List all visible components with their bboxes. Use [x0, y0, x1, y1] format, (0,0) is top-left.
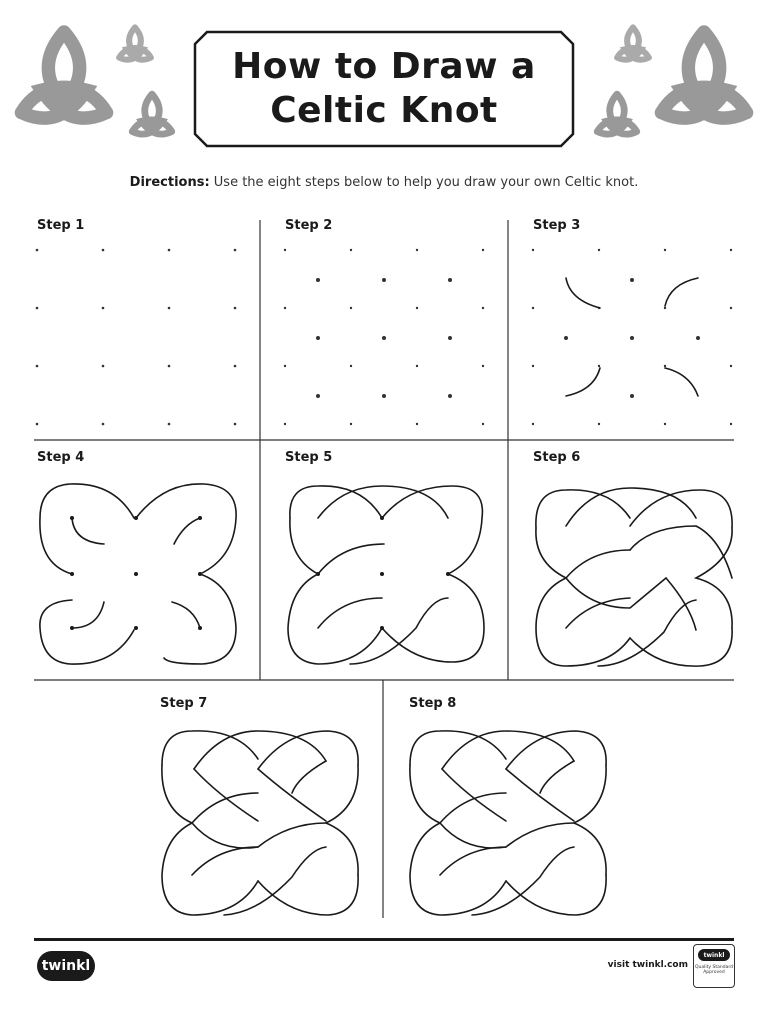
badge-brand: twinkl	[698, 949, 730, 961]
logo-text: twinkl	[41, 958, 91, 974]
step-8-drawing	[406, 725, 612, 920]
step-1-dot-grid	[34, 244, 244, 430]
visit-link[interactable]: visit twinkl.com	[607, 960, 688, 970]
step-label-7: Step 7	[160, 696, 208, 711]
directions-label: Directions:	[129, 175, 210, 190]
step-3-drawing	[530, 244, 740, 430]
badge-text: Quality Standard Approved	[695, 965, 733, 975]
page-title-line-1: How to Draw a	[232, 46, 536, 87]
step-4-drawing	[34, 478, 244, 668]
page-title-line-2: Celtic Knot	[270, 90, 498, 131]
directions-text: Use the eight steps below to help you draw your own Celtic knot.	[209, 175, 639, 190]
twinkl-logo[interactable]	[37, 951, 95, 981]
step-label-2: Step 2	[285, 218, 333, 233]
step-label-6: Step 6	[533, 450, 581, 465]
quality-badge-icon	[693, 944, 735, 988]
step-6-drawing	[530, 478, 740, 674]
step-5-drawing	[282, 478, 492, 668]
step-label-1: Step 1	[37, 218, 85, 233]
step-label-5: Step 5	[285, 450, 333, 465]
step-7-drawing	[158, 725, 364, 920]
step-2-dot-grid	[282, 244, 492, 430]
step-label-8: Step 8	[409, 696, 457, 711]
step-label-4: Step 4	[37, 450, 85, 465]
step-label-3: Step 3	[533, 218, 581, 233]
footer-divider	[34, 938, 734, 941]
